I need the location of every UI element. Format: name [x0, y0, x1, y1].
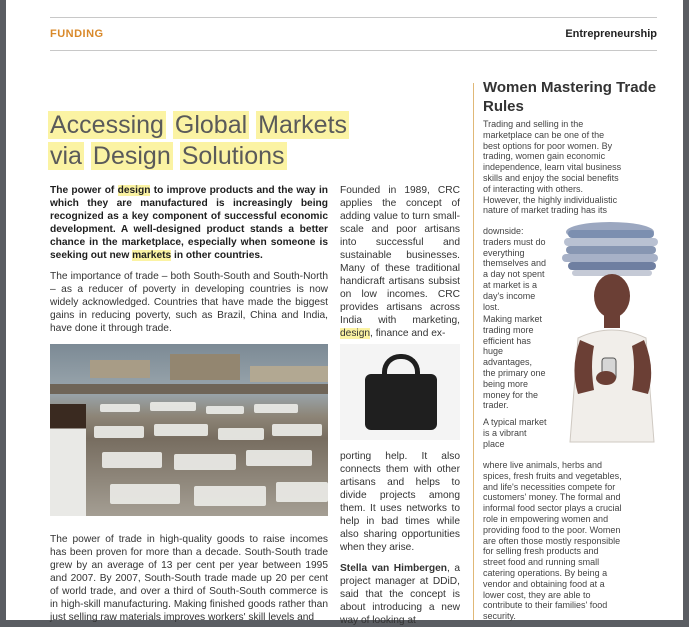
drying-field-photo: [50, 344, 328, 516]
category-label: Entrepreneurship: [565, 28, 657, 40]
sidebar-paragraph: Trading and selling in the marketplace can be one of the best options for poor women. By trading, women gain economic independence, learn vital business skills and enjoy the social benefits of interacting with others. However, the highly individualistic nature of market trading has its: [483, 119, 622, 216]
highlight: design: [117, 185, 151, 196]
magazine-page: [6, 0, 683, 626]
sidebar-paragraph: Making market trading more efficient has huge advantages, the primary one being more money for the trader.: [483, 314, 546, 411]
body-paragraph: The power of trade in high-quality goods to raise incomes has been proven for more than a decade. South-South trade grew by an average of 13 per cent per year between 1995 and 2007. By 2007, South-South trade made up 20 per cent of world trade, and over a third of South-South commerce is in high-skill manufacturing. Making finished goods rather than just selling raw materials improves workers' skill levels and: [50, 534, 328, 623]
lead-paragraph: The power of design to improve products and the way in which they are manufactured is increasingly being recognized as a key component of successful economic development. A well-designed product stands a better chance in the marketplace, especially when someone is seeking out new markets in other countries.: [50, 185, 329, 261]
title-word: Accessing: [50, 111, 164, 139]
article-title: [48, 110, 378, 172]
highlight: design: [340, 328, 371, 339]
body-paragraph: Founded in 1989, CRC applies the concept of adding value to turn small-scale and poor artisans into successful and sustainable businesses. Many of these traditional handicraft artisans subsist on low incomes. CRC provides artisans across India with marketing, design, finance and ex-: [340, 185, 460, 339]
body-paragraph: Stella van Himbergen, a project manager at DDiD, said that the concept is about introducing a new way of looking at: [340, 563, 460, 626]
person-name: Stella van Himbergen: [340, 563, 447, 574]
title-word: Global: [174, 111, 248, 139]
section-label: FUNDING: [50, 28, 104, 40]
body-paragraph: The importance of trade – both South-South and South-North – as a reducer of poverty in developing countries is now widely acknowledged. Countries that have made the biggest gains in reducing poverty, such as Brazil, China and India, have done it through trade.: [50, 271, 328, 334]
sidebar-paragraph: downside: traders must do everything themselves and a day not spent at market is a day's income lost.: [483, 226, 547, 312]
man-figure: [50, 404, 86, 516]
woman-illustration: [550, 218, 676, 442]
column-divider: [473, 83, 474, 620]
page-header: [50, 17, 657, 51]
title-word: via: [50, 142, 82, 170]
sidebar-title: Women Mastering Trade Rules: [483, 79, 657, 115]
title-word: Markets: [258, 111, 348, 139]
body-paragraph: porting help. It also connects them with other artisans and helps to divide projects among them. It uses networks to help in bad times while also sharing opportunities when they arise.: [340, 451, 460, 553]
sidebar-paragraph: where live animals, herbs and spices, fresh fruits and vegetables, and life's necessities compete for customers' money. The formal and informal food sector plays a crucial role in empowering women and providing food to the poor. Women are often those mostly responsible for selling fresh products and street food and running small catering operations. By being a vendor and obtaining food at a lower cost, they are able to contribute to their families' food security.: [483, 460, 622, 622]
highlight: markets: [132, 250, 172, 261]
title-word: Solutions: [181, 142, 285, 170]
leather-bag-photo: [340, 344, 460, 440]
sidebar-paragraph: A typical market is a vibrant place: [483, 417, 547, 449]
title-word: Design: [92, 142, 171, 170]
